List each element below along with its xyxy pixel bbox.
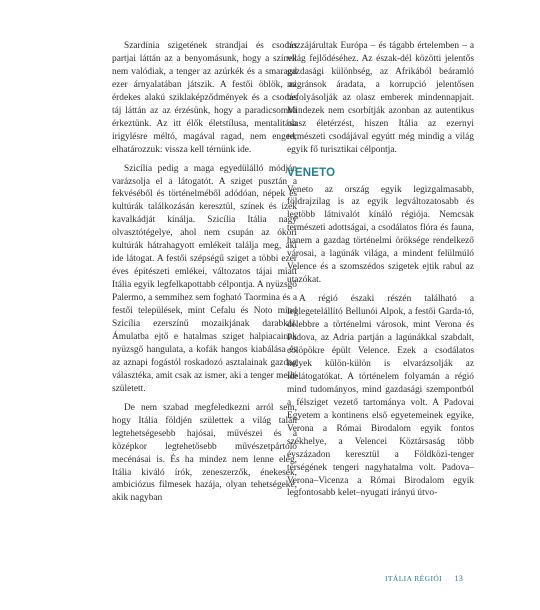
paragraph-veneto-region: A régió északi részén található a leglegetelállító Bellunói Alpok, a festői Garda-tó, délebbre a történelmi városok, mint Verona és Padova, az Adria partján a lagúnákkal szabdalt, cölöpökre épült Velence. Ezek a csodálatos helyek külön-külön is elvarázsolják az idelátogatókat. A történelem folyamán a régió mind tudományos, mind gazdasági szempontból a félsziget vezető tartománya volt. A Padovai Egyetem a kontinens első egyetemeinek egyike, Verona a Római Birodalom egyik fontos székhelye, a Velencei Köztársaság több évszázadon keresztül a Földközi-tenger térségének tengeri nagyhatalma volt. Padova–Verona–Vicenza a Római Birodalom egyik legfontosabb kelet–nyugati irányú útvo- [287,294,474,499]
paragraph-italy-talents: De nem szabad megfeledkezni arról sem, hogy Itália földjén születtek a világ talán legtehetségesebb hajósai, művészei és a középkor legtehetősebb művészetpártoló mecénásai is. És ha mindez nem lenne elég, Itália kiváló írók, zeneszerzők, énekesek, ambiciózus filmesek hazája, olyan tehetségeké, akik nagyban [112,402,297,504]
paragraph-continuation: hozzájárultak Európa – és tágabb értelemben – a világ fejlődéséhez. Az észak-dél közötti jelentős gazdasági különbség, az Afrikából beáramló migránsok áradata, a korrupció jelentősen befolyásolják az olasz emberek mindennapjait. Mindezek nem csorbítják azonban az autentikus olasz életérzést, hiszen Itália az ezernyi természeti csodájával egyútt még mindig a világ egyik fő turisztikai célpontja. [287,41,474,155]
right-text-column [287,40,474,500]
page-number: 13 [454,574,464,583]
paragraph-sardinia: Szardínia szigetének strandjai és csodás partjai láttán az a benyomásunk, hogy a színek nem valódiak, a tenger az azúrkék és a smaragd ezer árnyalatában játszik. A festői öblök, az érdekes alakú sziklaképződmények és a csodás táj láttán az az érzésünk, hogy a paradicsomba érkeztünk. Az itt élők életstílusa, mentalitása irigylésre méltó, magával ragad, nem enged, elhatározzuk: vissza kell térnünk ide. [112,41,297,155]
paragraph-sicily: Szicília pedig a maga egyedülálló módján varázsolja el a látogatót. A sziget pusztán a fekvéséből és történelméből adódóan, népek és kultúrák találkozásán keresztül, színek és ízek kavalkádját kínálja. Szicília Itália nagy olvasztótégelye, ahol nem csupán az ókori kultúrák hátrahagyott emlékeit találja meg, aki ide látogat. A festői szépségű sziget a többi ezer éves építészeti emlékei, változatos tájai miatt Itália egyik legfelkapottabb célpontja. A nyüzsgő Palermo, a semmihez sem fogható Taormina és a festői települések, mint Cefalu és Noto mind Szicília ezerszínű mozaikjának darabkái. Ámulatba ejtő e hatalmas sziget halpiacainak nyüzsgő hangulata, a kofák hangos kiabálása és az aznapi fogástól roskadozó asztalainak gazdag választéka, amit csak az ismer, aki a tenger mellé született. [112,163,297,394]
page-footer [385,574,485,583]
section-heading-veneto: VENETO [287,166,336,179]
paragraph-veneto-intro: Veneto az ország egyik legizgalmasabb, földrajzilag is az egyik legváltozatosabb és legtöbb látnivalót kínáló régiója. Nemcsak természeti adottságai, a csodálatos flóra és fauna, hanem a gazdag történelmi öröksége rendelkező városai, a lagúnák világa, a mindent felülmúló Velence és a szomszédos szigetek ejtik rabul az utazókat. [287,184,474,286]
left-text-column [112,40,297,505]
running-title: ITÁLIA RÉGIÓI [385,574,443,583]
